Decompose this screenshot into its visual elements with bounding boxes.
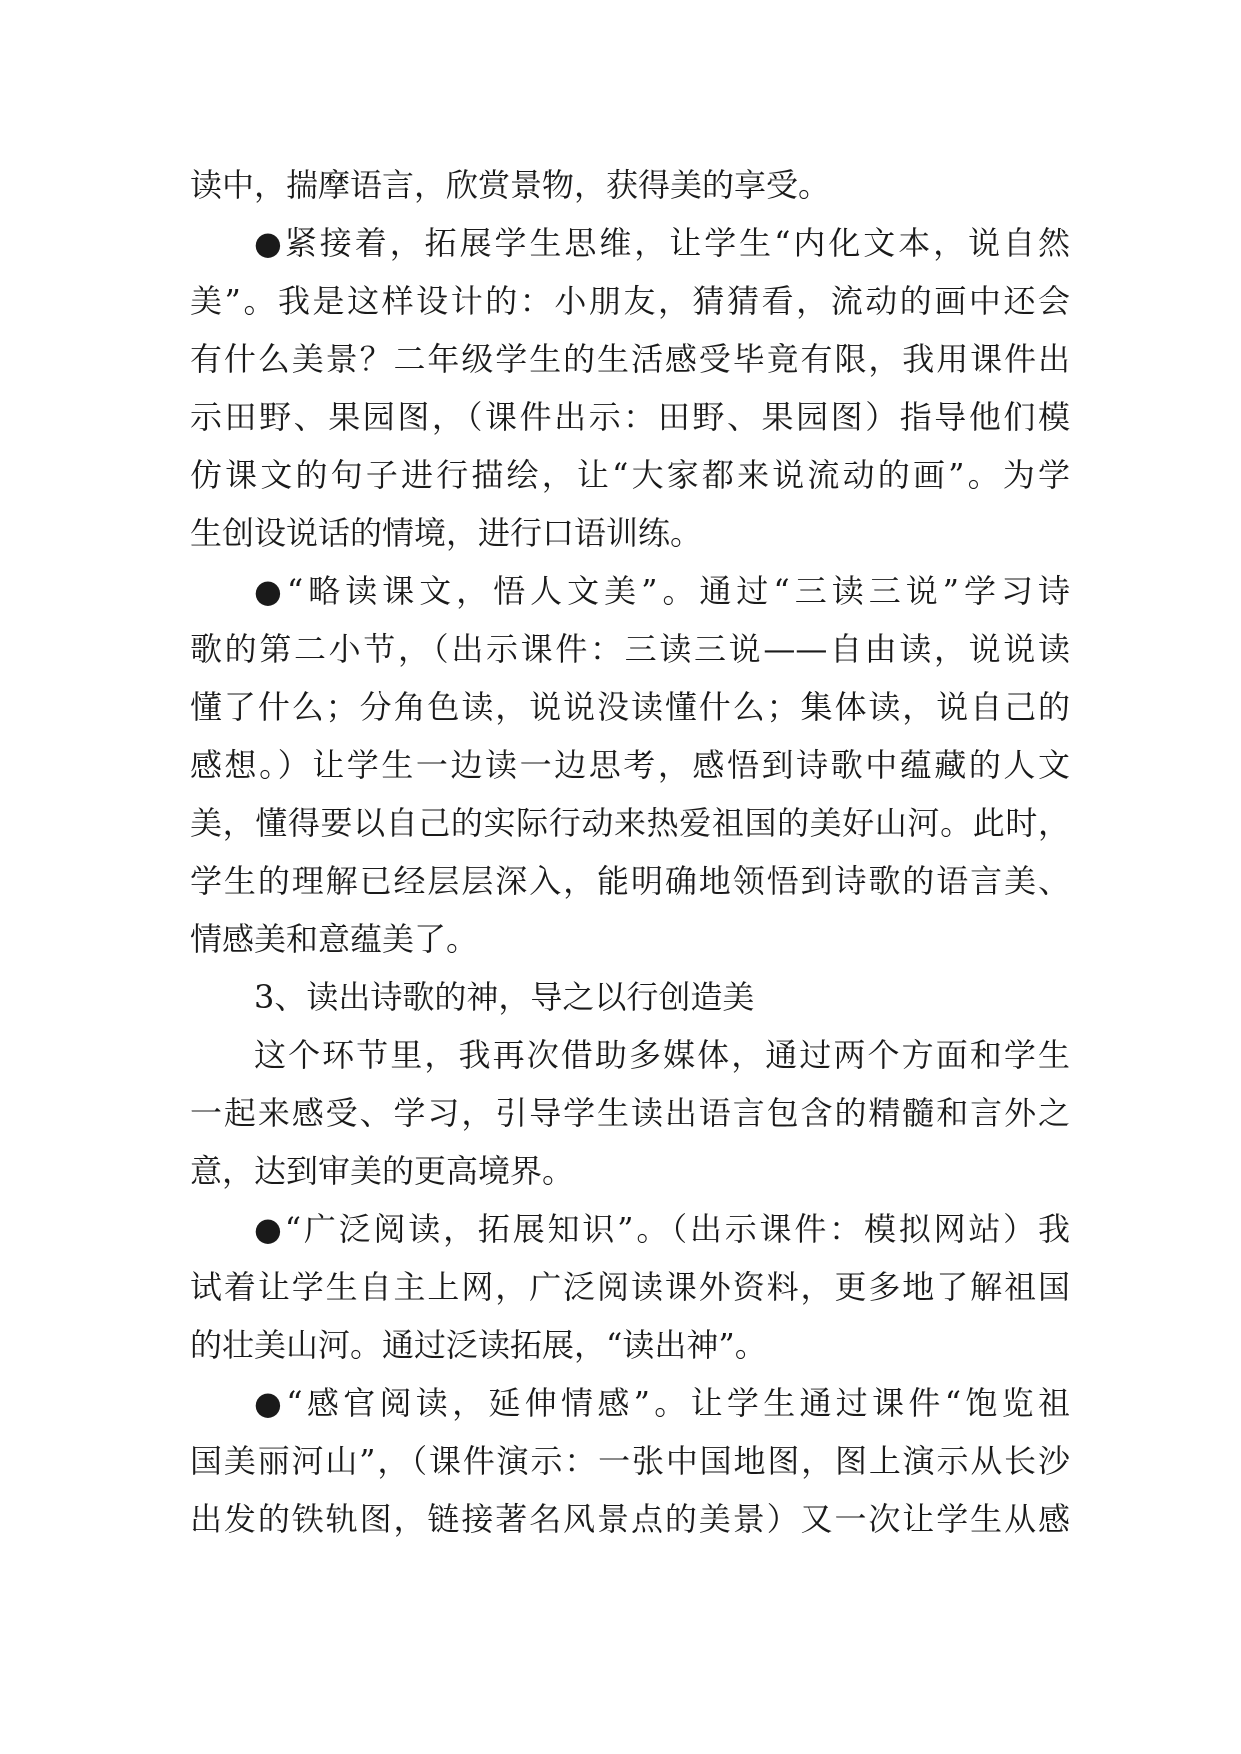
- text-line: 生创设说话的情境，进行口语训练。: [190, 514, 703, 552]
- text-line: 歌的第二小节，（出示课件：三读三说——自由读，说说读: [190, 630, 1070, 668]
- text-line: 这个环节里，我再次借助多媒体，通过两个方面和学生: [254, 1036, 1070, 1074]
- text-line: 学生的理解已经层层深入，能明确地领悟到诗歌的语言美、: [190, 862, 1070, 900]
- text-line: ●“广泛阅读，拓展知识”。（出示课件：模拟网站）我: [254, 1210, 1070, 1248]
- text-line: 仿课文的句子进行描绘，让“大家都来说流动的画”。为学: [190, 456, 1070, 494]
- text-line: 情感美和意蕴美了。: [190, 920, 479, 958]
- text-line: 美，懂得要以自己的实际行动来热爱祖国的美好山河。此时，: [190, 804, 1070, 842]
- text-line: 感想。）让学生一边读一边思考，感悟到诗歌中蕴藏的人文: [190, 746, 1070, 784]
- text-line: 意，达到审美的更高境界。: [190, 1152, 575, 1190]
- text-line: 出发的铁轨图，链接著名风景点的美景）又一次让学生从感: [190, 1500, 1070, 1538]
- text-line: 一起来感受、学习，引导学生读出语言包含的精髓和言外之: [190, 1094, 1070, 1132]
- text-line: ●“感官阅读，延伸情感”。让学生通过课件“饱览祖: [254, 1384, 1070, 1422]
- text-line: ●紧接着，拓展学生思维，让学生“内化文本，说自然: [254, 224, 1070, 262]
- text-line: 懂了什么；分角色读，说说没读懂什么；集体读，说自己的: [190, 688, 1070, 726]
- text-line: 的壮美山河。通过泛读拓展，“读出神”。: [190, 1326, 767, 1364]
- text-line: 美”。我是这样设计的：小朋友，猜猜看，流动的画中还会: [190, 282, 1070, 320]
- text-line: 试着让学生自主上网，广泛阅读课外资料，更多地了解祖国: [190, 1268, 1070, 1306]
- text-line: ●“略读课文，悟人文美”。通过“三读三说”学习诗: [254, 572, 1070, 610]
- text-line: 示田野、果园图，（课件出示：田野、果园图）指导他们模: [190, 398, 1070, 436]
- text-line: 有什么美景？二年级学生的生活感受毕竟有限，我用课件出: [190, 340, 1070, 378]
- text-line: 国美丽河山”，（课件演示：一张中国地图，图上演示从长沙: [190, 1442, 1070, 1480]
- text-line: 读中，揣摩语言，欣赏景物，获得美的享受。: [190, 166, 831, 204]
- section-heading: 3、读出诗歌的神，导之以行创造美: [254, 978, 755, 1016]
